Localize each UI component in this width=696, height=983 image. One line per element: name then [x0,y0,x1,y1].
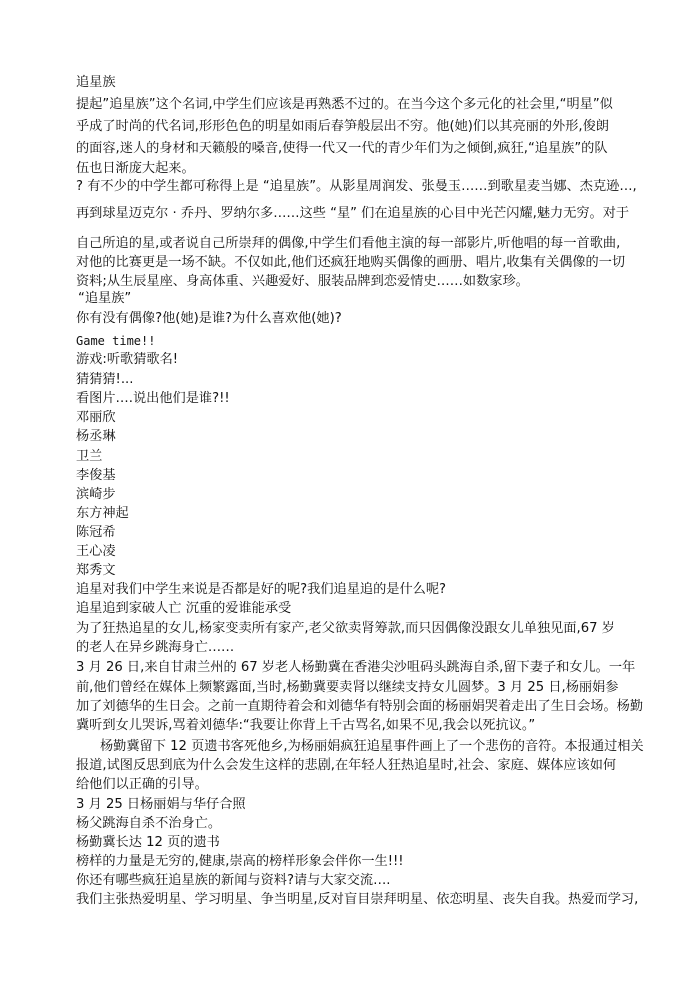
photo-caption-3: 杨勤冀长达 12 页的遗书 [76,835,220,850]
photo-caption-1: 3 月 25 日杨丽娟与华仔合照 [76,797,246,812]
para2-line-3: 自己所追的星,或者说自己所崇拜的偶像,中学生们看他主演的每一部影片,听他唱的每一首歌曲, [76,236,621,251]
name-item: 东方神起 [76,506,129,521]
name-item: 郑秀文 [76,563,116,578]
name-item: 邓丽欣 [76,410,116,425]
intro-line-4: 伍也日渐庞大起来。 [76,161,195,176]
name-item: 李俊基 [76,468,116,483]
news-comment-3: 给他们以正确的引导。 [76,777,208,792]
question-2: 追星对我们中学生来说是否都是好的呢?我们追星追的是什么呢? [76,582,447,597]
news-body-2: 前,他们曾经在媒体上频繁露面,当时,杨勤冀要卖肾以继续支持女儿圆梦。3 月 25 日,杨丽娟参 [76,680,619,695]
name-item: 杨丞琳 [76,429,116,444]
guess: 猜猜猜!... [76,372,134,387]
role-model: 榜样的力量是无穷的,健康,崇高的榜样形象会伴你一生!!! [76,854,404,869]
advocate-line: 我们主张热爱明星、学习明星、争当明星,反对盲目崇拜明星、依恋明星、丧失自我。热爱而学习, [76,892,639,907]
name-item: 陈冠希 [76,525,116,540]
intro-line-3: 的面容,迷人的身材和天籁般的嗓音,使得一代又一代的青少年们为之倾倒,疯狂,“追星族”的队 [76,141,608,156]
intro-line-2: 乎成了时尚的代名词,形形色色的明星如雨后春笋般层出不穷。他(她)们以其亮丽的外形,俊朗 [76,119,609,134]
game-rule: 游戏:听歌猜歌名! [76,352,179,367]
news-body-3: 加了刘德华的生日会。之前一直期待着会和刘德华有特别会面的杨丽娟哭着走出了生日会场。杨勤 [76,699,644,714]
share-prompt: 你还有哪些疯狂追星族的新闻与资料?请与大家交流…. [76,873,391,888]
name-item: 滨崎步 [76,487,116,502]
news-body-4: 冀听到女儿哭诉,骂着刘德华:“我要让你背上千古骂名,如果不见,我会以死抗议。” [76,718,536,733]
question: 你有没有偶像?他(她)是谁?为什么喜欢他(她)? [76,311,342,326]
doc-title: 追星族 [76,75,116,90]
para2-line-1: ? 有不少的中学生都可称得上是 “追星族”。从影星周润发、张曼玉……到歌星麦当娜、杰克逊…, [76,179,637,194]
news-lead-1: 为了狂热追星的女儿,杨家变卖所有家产,老父欲卖肾筹款,而只因偶像没跟女儿单独见面,67 岁 [76,621,615,636]
news-body-1: 3 月 26 日,来自甘肃兰州的 67 岁老人杨勤冀在香港尖沙咀码头跳海自杀,留下妻子和女儿。一年 [76,660,636,675]
photo-caption-2: 杨父跳海自杀不治身亡。 [76,816,222,831]
name-item: 卫兰 [76,449,103,464]
look-pictures: 看图片….说出他们是谁?!! [76,391,230,406]
news-lead-2: 的老人在异乡跳海身亡…… [76,640,235,655]
subtitle: “追星族” [78,291,132,306]
name-item: 王心凌 [76,544,116,559]
game-time: Game time!! [76,334,156,348]
intro-line-1: 提起”追星族”这个名词,中学生们应该是再熟悉不过的。在当今这个多元化的社会里,“明星”似 [76,97,613,112]
news-comment-1: 杨勤冀留下 12 页遗书客死他乡,为杨丽娟疯狂追星事件画上了一个悲伤的音符。本报通过相关 [100,739,644,754]
para2-line-2: 再到球星迈克尔 · 乔丹、罗纳尔多……这些 “星” 们在追星族的心目中光芒闪耀,魅力无穷。对于 [76,206,630,221]
news-headline: 追星追到家破人亡 沉重的爱谁能承受 [76,601,292,616]
para2-line-5: 资料;从生辰星座、身高体重、兴趣爱好、服装品牌到恋爱情史……如数家珍。 [76,274,529,289]
news-comment-2: 报道,试图反思到底为什么会发生这样的悲剧,在年轻人狂热追星时,社会、家庭、媒体应该如何 [76,758,617,773]
para2-line-4: 对他的比赛更是一场不缺。不仅如此,他们还疯狂地购买偶像的画册、唱片,收集有关偶像的一切 [76,255,626,270]
